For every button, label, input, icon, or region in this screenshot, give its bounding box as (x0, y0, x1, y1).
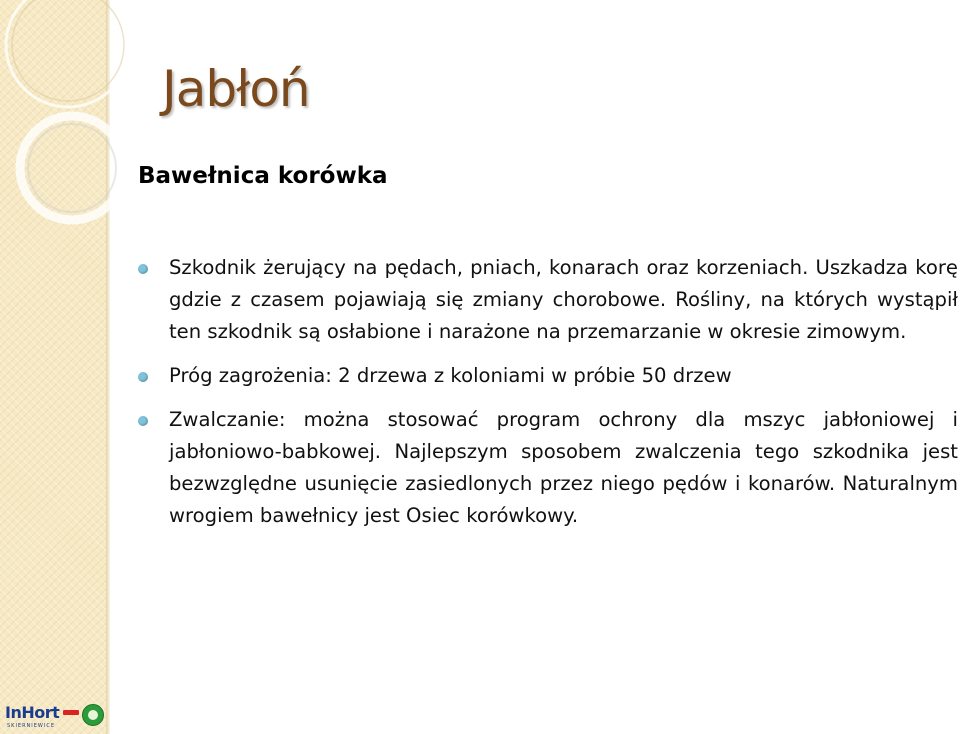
bullet-text: Próg zagrożenia: 2 drzewa z koloniami w próbie 50 drzew (169, 364, 732, 387)
inhort-logo (3, 702, 103, 732)
bullet-item (138, 404, 958, 532)
bullet-dot-icon (138, 372, 148, 382)
logo-name: InHort (5, 703, 60, 722)
slide-subtitle: Bawełnica korówka (138, 163, 388, 189)
bullet-text: Zwalczanie: można stosować program ochrony dla mszyc jabłoniowej i jabłoniowo-babkowej. Najlepszym sposobem zwalczenia tego szkodnika jest bezwzględne usunięcie zasiedlonych przez niego pędów i konarów. Naturalnym wrogiem bawełnicy jest Osiec korówkowy. (169, 408, 958, 527)
logo-subtext: SKIERNIEWICE (7, 723, 56, 729)
logo-bar-icon (63, 710, 79, 715)
logo-emblem-icon (82, 704, 104, 726)
bullet-dot-icon (138, 416, 148, 426)
bullet-dot-icon (138, 264, 148, 274)
slide-title: Jabłoń (162, 60, 310, 118)
bullet-text: Szkodnik żerujący na pędach, pniach, konarach oraz korzeniach. Uszkadza korę gdzie z czasem pojawiają się zmiany chorobowe. Rośliny, na których wystąpił ten szkodnik są osłabione i narażone na przemarzanie w okresie zimowym. (169, 256, 958, 343)
bullet-list (138, 252, 958, 544)
decor-circles (0, 0, 180, 280)
bullet-item (138, 252, 958, 348)
bullet-item (138, 360, 958, 392)
